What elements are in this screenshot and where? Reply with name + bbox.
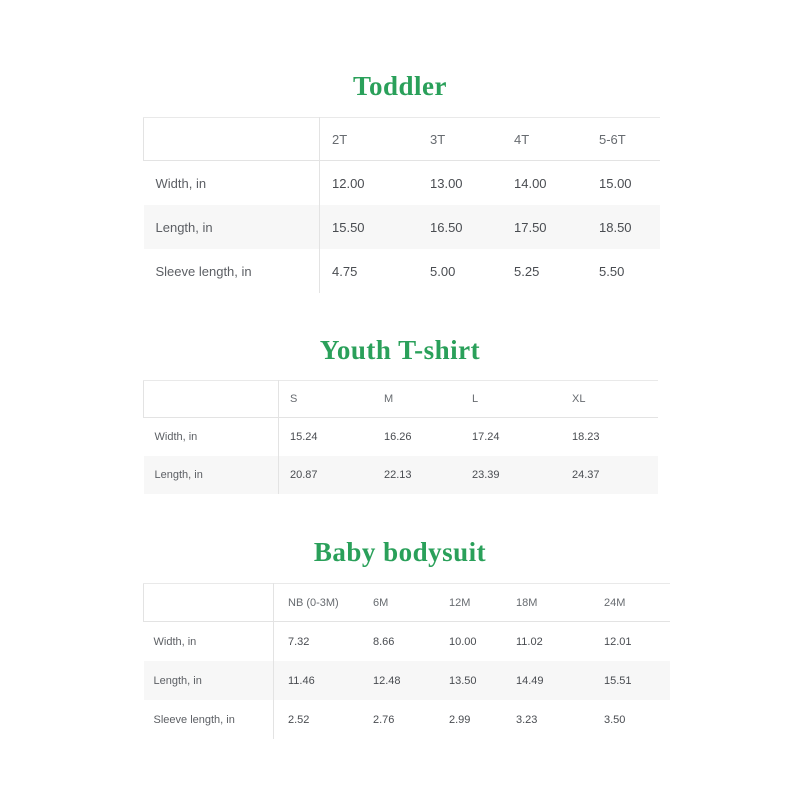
cell-value: 5.25 xyxy=(514,263,540,279)
cell-value: 17.50 xyxy=(514,219,547,235)
table-row xyxy=(144,700,671,739)
cell-value: 17.24 xyxy=(472,431,500,443)
cell-value: 13.00 xyxy=(430,175,463,191)
baby-bodysuit-section-title: Baby bodysuit xyxy=(313,537,487,567)
row-label: Width, in xyxy=(144,418,279,457)
cell-value: 5.00 xyxy=(430,263,456,279)
cell-value: 16.26 xyxy=(384,431,412,443)
cell-value: 11.02 xyxy=(516,635,543,648)
cell-value: 5.50 xyxy=(599,263,625,279)
cell-value: 15.51 xyxy=(604,674,632,687)
column-header: NB (0-3M) xyxy=(274,584,360,622)
table-row xyxy=(144,249,661,293)
table-row xyxy=(144,205,661,249)
header-row xyxy=(144,381,659,418)
column-header: 2T xyxy=(320,118,419,161)
header-row xyxy=(144,118,661,161)
cell-value: 12.00 xyxy=(332,175,365,191)
cell-value: 2.99 xyxy=(449,713,471,726)
cell-value: 14.00 xyxy=(514,175,547,191)
cell-value: 15.50 xyxy=(332,219,365,235)
youth-tshirt-section-title: Youth T-shirt xyxy=(319,335,481,365)
toddler-section-title: Toddler xyxy=(352,71,448,101)
column-header: M xyxy=(373,381,461,418)
column-header: 12M xyxy=(435,584,502,622)
corner-cell xyxy=(144,381,279,418)
baby-bodysuit-size-table xyxy=(143,583,670,739)
toddler-size-table xyxy=(143,117,660,293)
corner-cell xyxy=(144,584,274,622)
column-header: XL xyxy=(561,381,658,418)
column-header: 6M xyxy=(359,584,435,622)
table-row xyxy=(144,161,661,206)
cell-value: 13.50 xyxy=(449,674,477,687)
column-header: 18M xyxy=(502,584,590,622)
cell-value: 4.75 xyxy=(332,263,358,279)
table-row xyxy=(144,622,671,662)
cell-value: 18.50 xyxy=(599,219,632,235)
column-header: L xyxy=(461,381,561,418)
row-label: Sleeve length, in xyxy=(144,249,320,293)
cell-value: 11.46 xyxy=(288,674,315,687)
cell-value: 2.76 xyxy=(373,713,395,726)
header-row xyxy=(144,584,671,622)
column-header: 5-6T xyxy=(587,118,660,161)
cell-value: 2.52 xyxy=(288,713,310,726)
cell-value: 20.87 xyxy=(290,469,318,481)
corner-cell xyxy=(144,118,320,161)
row-label: Length, in xyxy=(144,456,279,494)
row-label: Length, in xyxy=(144,661,274,700)
row-label: Sleeve length, in xyxy=(144,700,274,739)
row-label: Width, in xyxy=(144,161,320,206)
cell-value: 7.32 xyxy=(288,635,310,648)
cell-value: 12.48 xyxy=(373,674,401,687)
cell-value: 3.23 xyxy=(516,713,538,726)
column-header: 3T xyxy=(418,118,502,161)
column-header: 4T xyxy=(502,118,587,161)
cell-value: 10.00 xyxy=(449,635,477,648)
cell-value: 24.37 xyxy=(572,469,600,481)
row-label: Length, in xyxy=(144,205,320,249)
cell-value: 15.00 xyxy=(599,175,632,191)
table-row xyxy=(144,661,671,700)
cell-value: 18.23 xyxy=(572,431,600,443)
cell-value: 3.50 xyxy=(604,713,626,726)
cell-value: 16.50 xyxy=(430,219,463,235)
cell-value: 22.13 xyxy=(384,469,412,481)
row-label: Width, in xyxy=(144,622,274,662)
cell-value: 14.49 xyxy=(516,674,544,687)
table-row xyxy=(144,418,659,457)
table-row xyxy=(144,456,659,494)
cell-value: 23.39 xyxy=(472,469,500,481)
column-header: S xyxy=(279,381,374,418)
cell-value: 15.24 xyxy=(290,431,318,443)
youth-tshirt-size-table xyxy=(143,380,658,494)
cell-value: 12.01 xyxy=(604,635,632,648)
cell-value: 8.66 xyxy=(373,635,395,648)
column-header: 24M xyxy=(590,584,670,622)
